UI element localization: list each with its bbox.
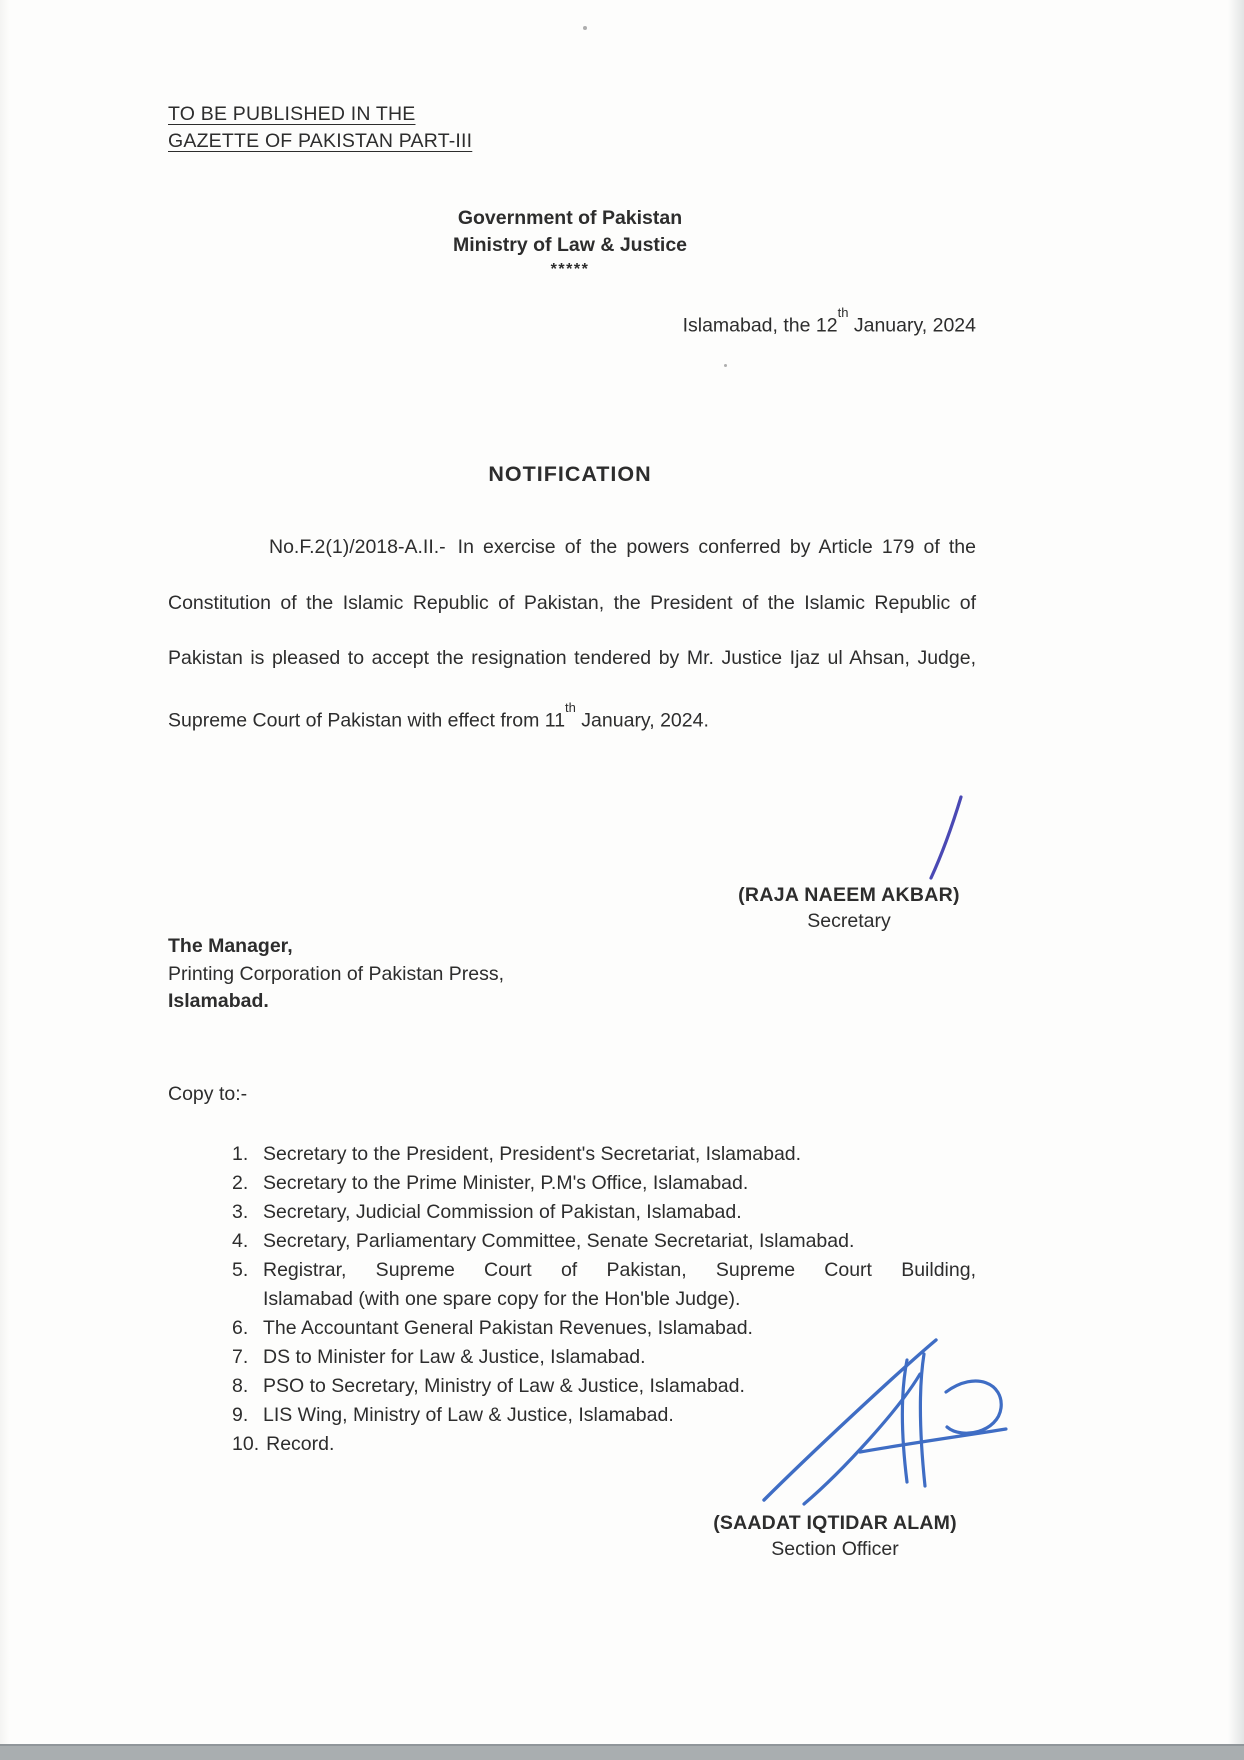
copy-to-item	[232, 1198, 976, 1227]
dateline-text-tail: January, 2024	[848, 314, 976, 337]
letterhead-star-separator: *****	[550, 261, 590, 278]
scan-right-edge-shadow	[1228, 0, 1244, 1760]
secretary-name: (RAJA NAEEM AKBAR)	[738, 884, 960, 906]
copy-to-item	[232, 1227, 976, 1256]
scan-speck	[724, 364, 727, 367]
section-officer-name: (SAADAT IQTIDAR ALAM)	[713, 1512, 957, 1534]
gazette-publish-note	[168, 101, 472, 154]
item-number: 10.	[232, 1433, 260, 1455]
item-text: The Accountant General Pakistan Revenues, Islamabad.	[263, 1317, 753, 1339]
reference-number: No.F.2(1)/2018-A.II.-	[269, 536, 446, 558]
addressee-line2: Printing Corporation of Pakistan Press,	[168, 962, 504, 985]
item-text: Record.	[266, 1433, 335, 1455]
scan-bottom-edge-band	[0, 1744, 1244, 1760]
item-text	[263, 1256, 976, 1314]
item-number: 2.	[232, 1172, 249, 1194]
item-number: 8.	[232, 1375, 249, 1397]
item-text: DS to Minister for Law & Justice, Islamabad.	[263, 1346, 646, 1368]
notification-body-paragraph	[168, 520, 976, 749]
copy-to-label: Copy to:-	[168, 1083, 248, 1105]
item-text: Secretary, Judicial Commission of Pakistan, Islamabad.	[263, 1201, 742, 1223]
item-text: Secretary to the Prime Minister, P.M's Office, Islamabad.	[263, 1172, 749, 1194]
body-text: In exercise of the powers conferred by Article 179 of the Constitution of the Islamic Republic of Pakistan, the President of the Islamic Republic of Pakistan is pleased to accept the resignation tendered by Mr. Justice Ijaz ul Ahsan, Judge, Supreme Court of Pakistan with effect from 11	[168, 536, 976, 731]
page-title: NOTIFICATION	[488, 462, 652, 486]
secretary-signature-block	[722, 790, 976, 933]
item-text-line1: Registrar, Supreme Court of Pakistan, Supreme Court Building,	[263, 1259, 976, 1281]
item-text: LIS Wing, Ministry of Law & Justice, Islamabad.	[263, 1404, 674, 1426]
handwritten-signature-icon	[750, 1330, 1016, 1526]
copy-to-item	[232, 1169, 976, 1198]
letterhead	[0, 205, 1140, 281]
item-number: 6.	[232, 1317, 249, 1339]
body-text-tail: January, 2024.	[575, 709, 709, 731]
dateline-ordinal: th	[837, 305, 849, 320]
scan-speck	[583, 26, 587, 30]
dateline	[0, 305, 976, 338]
letterhead-ministry: Ministry of Law & Justice	[452, 234, 688, 256]
pen-slash-signature-icon	[910, 792, 966, 882]
item-text: Secretary to the President, President's Secretariat, Islamabad.	[263, 1143, 802, 1165]
item-text: Secretary, Parliamentary Committee, Senate Secretariat, Islamabad.	[263, 1230, 855, 1252]
item-number: 1.	[232, 1143, 249, 1165]
item-number: 9.	[232, 1404, 249, 1426]
gazette-publish-note-line2: GAZETTE OF PAKISTAN PART-III	[168, 129, 473, 152]
addressee-block	[168, 933, 504, 1016]
copy-to-item	[232, 1256, 976, 1314]
body-ordinal: th	[565, 699, 576, 715]
addressee-line3: Islamabad.	[168, 990, 269, 1012]
dateline-text: Islamabad, the 12	[682, 314, 838, 337]
secretary-designation: Secretary	[807, 910, 891, 932]
gazette-publish-note-line1: TO BE PUBLISHED IN THE	[168, 103, 416, 125]
addressee-line1: The Manager,	[168, 935, 293, 957]
letterhead-government: Government of Pakistan	[457, 207, 683, 229]
copy-to-item	[232, 1140, 976, 1169]
item-number: 5.	[232, 1259, 249, 1281]
item-text: PSO to Secretary, Ministry of Law & Justice, Islamabad.	[263, 1375, 745, 1397]
scan-left-edge-shadow	[0, 0, 10, 1760]
item-number: 7.	[232, 1346, 249, 1368]
item-number: 4.	[232, 1230, 249, 1252]
scan-speck	[690, 600, 693, 603]
item-text-line2: Islamabad (with one spare copy for the Hon'ble Judge).	[263, 1288, 741, 1310]
section-officer-designation: Section Officer	[771, 1538, 899, 1560]
item-number: 3.	[232, 1201, 249, 1223]
